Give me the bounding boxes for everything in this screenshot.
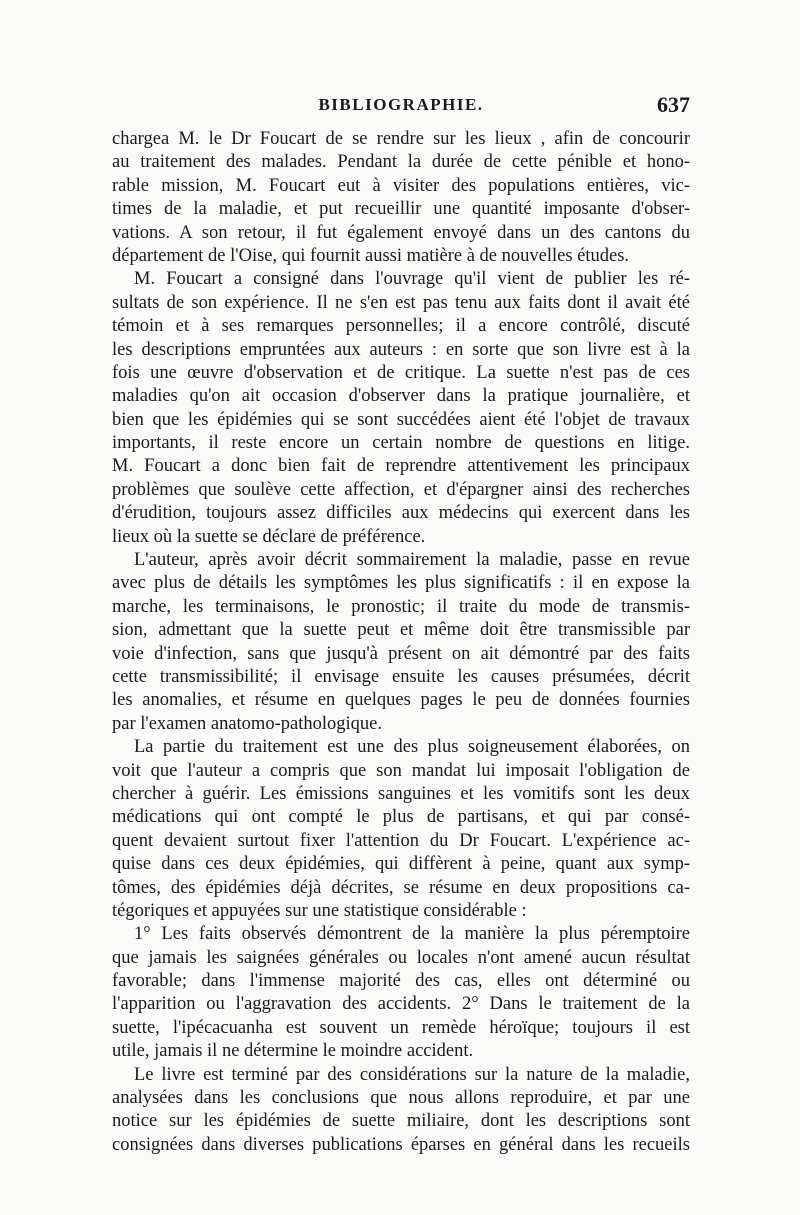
text-line: d'érudition, toujours assez difficiles aux médecins qui exercent dans les	[112, 503, 690, 524]
text-line: quise dans ces deux épidémies, qui diffèrent à peine, quant aux symp-	[112, 854, 690, 875]
text-line: 1° Les faits observés démontrent de la manière la plus péremptoire	[134, 924, 690, 945]
text-line: utile, jamais il ne détermine le moindre accident.	[112, 1041, 474, 1062]
text-line: département de l'Oise, qui fournit aussi matière à de nouvelles études.	[112, 245, 630, 266]
text-line: tégoriques et appuyées sur une statistique considérable :	[112, 900, 527, 921]
running-head	[112, 92, 690, 125]
text-line: témoin et à ses remarques personnelles; il a encore contrôlé, discuté	[112, 316, 690, 337]
text-line: rable mission, M. Foucart eut à visiter des populations entières, vic-	[112, 175, 690, 196]
text-line: L'auteur, après avoir décrit sommairement la maladie, passe en revue	[134, 550, 690, 571]
text-line: problèmes que soulève cette affection, et d'épargner ainsi des recherches	[112, 479, 690, 500]
text-line: par l'examen anatomo-pathologique.	[112, 713, 382, 734]
text-line: que jamais les saignées générales ou locales n'ont amené aucun résultat	[112, 947, 690, 968]
running-title: BIBLIOGRAPHIE.	[318, 95, 484, 114]
text-line: chargea M. le Dr Foucart de se rendre sur les lieux , afin de concourir	[112, 129, 690, 149]
text-line: médications qui ont compté le plus de partisans, et qui par consé-	[112, 807, 690, 828]
text-line: bien que les épidémies qui se sont succédées aient été l'objet de travaux	[112, 409, 690, 430]
text-line: M. Foucart a donc bien fait de reprendre attentivement les principaux	[112, 456, 690, 477]
text-line: les anomalies, et résume en quelques pages le peu de données fournies	[112, 690, 690, 711]
text-line: vations. A son retour, il fut également envoyé dans un des cantons du	[112, 222, 690, 243]
text-line: voie d'infection, sans que jusqu'à présent on ait démontré par des faits	[112, 643, 690, 664]
text-line: sion, admettant que la suette peut et même doit être transmissible par	[112, 620, 690, 641]
text-line: l'apparition ou l'aggravation des accidents. 2° Dans le traitement de la	[112, 994, 690, 1015]
text-line: analysées dans les conclusions que nous allons reproduire, et par une	[112, 1088, 690, 1109]
text-line: notice sur les épidémies de suette miliaire, dont les descriptions sont	[112, 1111, 690, 1132]
text-line: Le livre est terminé par des considérations sur la nature de la maladie,	[134, 1064, 690, 1085]
text-line: times de la maladie, et put recueillir une quantité imposante d'obser-	[112, 199, 690, 220]
text-line: cette transmissibilité; il envisage ensuite les causes présumées, décrit	[112, 666, 690, 687]
text-line: chercher à guérir. Les émissions sanguines et les vomitifs sont les deux	[112, 783, 690, 804]
text-line: consignées dans diverses publications éparses en général dans les recueils	[112, 1134, 690, 1155]
text-line: avec plus de détails les symptômes les plus significatifs : il en expose la	[112, 573, 690, 594]
text-line: importants, il reste encore un certain nombre de questions en litige.	[112, 433, 690, 454]
text-line: marche, les terminaisons, le pronostic; il traite du mode de transmis-	[112, 596, 690, 617]
text-line: tômes, des épidémies déjà décrites, se résume en deux propositions ca-	[112, 877, 690, 898]
text-line: favorable; dans l'immense majorité des cas, elles ont déterminé ou	[112, 971, 690, 992]
text-line: au traitement des malades. Pendant la durée de cette pénible et hono-	[112, 152, 690, 173]
text-line: La partie du traitement est une des plus soigneusement élaborées, on	[134, 737, 690, 758]
text-line: les descriptions empruntées aux auteurs : en sorte que son livre est à la	[112, 339, 690, 360]
text-line: M. Foucart a consigné dans l'ouvrage qu'il vient de publier les ré-	[134, 269, 690, 290]
text-line: lieux où la suette se déclare de préférence.	[112, 526, 426, 547]
text-line: voit que l'auteur a compris que son mandat lui imposait l'obligation de	[112, 760, 690, 781]
text-line: maladies qu'on ait occasion d'observer dans la pratique journalière, et	[112, 386, 690, 407]
text-line: quent devaient surtout fixer l'attention du Dr Foucart. L'expérience ac-	[112, 830, 690, 851]
text-line: suette, l'ipécacuanha est souvent un remède héroïque; toujours il est	[112, 1017, 690, 1038]
body-text	[112, 128, 690, 1157]
text-line: sultats de son expérience. Il ne s'en est pas tenu aux faits dont il avait été	[112, 292, 690, 313]
text-line: fois une œuvre d'observation et de critique. La suette n'est pas de ces	[112, 362, 690, 383]
page-number: 637	[657, 92, 690, 117]
